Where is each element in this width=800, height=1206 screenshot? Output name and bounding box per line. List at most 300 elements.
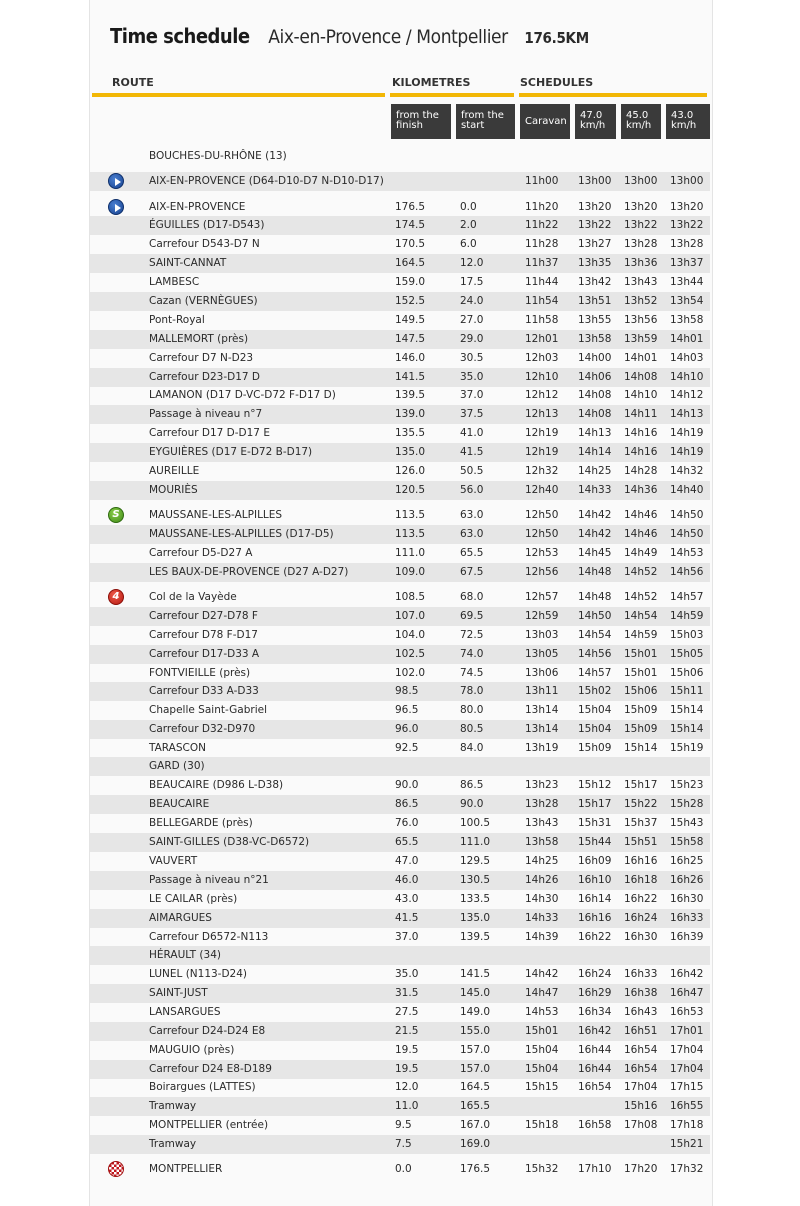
km-from-finish: 47.0 (395, 855, 419, 867)
km-from-finish: 176.5 (395, 201, 426, 213)
table-row (90, 525, 710, 544)
time-43: 14h50 (670, 528, 704, 540)
time-43: 13h37 (670, 257, 704, 269)
time-45: 13h43 (624, 276, 658, 288)
km-from-start: 68.0 (460, 591, 484, 603)
km-from-finish: 96.0 (395, 723, 419, 735)
section-row (90, 757, 710, 776)
time-43: 15h21 (670, 1138, 704, 1150)
time-43: 15h43 (670, 817, 704, 829)
km-from-start: 37.0 (460, 389, 484, 401)
time-43: 14h32 (670, 465, 704, 477)
km-from-finish: 46.0 (395, 874, 419, 886)
km-from-finish: 108.5 (395, 591, 426, 603)
speed-45-header (621, 104, 661, 139)
table-row (90, 506, 710, 525)
place-name: AIMARGUES (149, 912, 212, 924)
table-row (90, 311, 710, 330)
speed-45-unit: km/h (626, 120, 652, 131)
time-45: 17h08 (624, 1119, 658, 1131)
time-caravan: 12h19 (525, 427, 559, 439)
km-from-start: 35.0 (460, 371, 484, 383)
time-caravan: 14h33 (525, 912, 559, 924)
table-row (90, 330, 710, 349)
sprint-icon: S (108, 507, 124, 523)
kilometres-underline (390, 93, 514, 97)
table-row (90, 235, 710, 254)
time-caravan: 11h22 (525, 219, 559, 231)
time-45: 16h54 (624, 1044, 658, 1056)
time-43: 15h11 (670, 685, 704, 697)
from-finish-line1: from the (396, 110, 439, 121)
table-row (90, 871, 710, 890)
time-43: 13h00 (670, 175, 704, 187)
time-45: 15h09 (624, 704, 658, 716)
time-45: 14h46 (624, 509, 658, 521)
time-43: 15h23 (670, 779, 704, 791)
table-row (90, 965, 710, 984)
time-47: 14h56 (578, 648, 612, 660)
time-47: 14h48 (578, 591, 612, 603)
time-caravan: 12h50 (525, 509, 559, 521)
km-from-finish: 141.5 (395, 371, 426, 383)
time-47: 15h09 (578, 742, 612, 754)
place-name: Chapelle Saint-Gabriel (149, 704, 267, 716)
km-from-start: 74.0 (460, 648, 484, 660)
place-name: SAINT-JUST (149, 987, 208, 999)
time-45: 14h59 (624, 629, 658, 641)
table-row (90, 462, 710, 481)
time-43: 17h04 (670, 1063, 704, 1075)
time-43: 14h40 (670, 484, 704, 496)
place-name: LAMBESC (149, 276, 200, 288)
table-row (90, 1060, 710, 1079)
time-43: 15h03 (670, 629, 704, 641)
table-row (90, 544, 710, 563)
place-name: BELLEGARDE (près) (149, 817, 253, 829)
time-43: 15h14 (670, 704, 704, 716)
km-from-finish: 149.5 (395, 314, 426, 326)
time-43: 16h39 (670, 931, 704, 943)
place-name: MONTPELLIER (entrée) (149, 1119, 269, 1131)
km-from-finish: 0.0 (395, 1163, 412, 1175)
place-name: EYGUIÈRES (D17 E-D72 B-D17) (149, 446, 313, 458)
schedules-header: SCHEDULES (520, 76, 594, 89)
time-47: 14h57 (578, 667, 612, 679)
table-row (90, 1097, 710, 1116)
km-from-start: 12.0 (460, 257, 484, 269)
time-47: 16h16 (578, 912, 612, 924)
table-row (90, 368, 710, 387)
place-name: Col de la Vayède (149, 591, 237, 603)
km-from-finish: 135.0 (395, 446, 426, 458)
km-from-finish: 9.5 (395, 1119, 412, 1131)
km-from-finish: 102.0 (395, 667, 426, 679)
time-45: 13h56 (624, 314, 658, 326)
time-caravan: 14h39 (525, 931, 559, 943)
speed-43-value: 43.0 (671, 110, 694, 121)
time-caravan: 12h40 (525, 484, 559, 496)
time-47: 14h50 (578, 610, 612, 622)
time-45: 15h01 (624, 648, 658, 660)
place-name: Carrefour D24 E8-D189 (149, 1063, 272, 1075)
time-43: 16h26 (670, 874, 704, 886)
time-45: 14h11 (624, 408, 658, 420)
km-from-finish: 19.5 (395, 1063, 419, 1075)
table-row (90, 1041, 710, 1060)
time-caravan: 15h18 (525, 1119, 559, 1131)
place-name: BEAUCAIRE (149, 798, 210, 810)
time-43: 14h56 (670, 566, 704, 578)
table-row (90, 928, 710, 947)
km-from-finish: 170.5 (395, 238, 426, 250)
table-row (90, 909, 710, 928)
km-from-start: 50.5 (460, 465, 484, 477)
km-from-start: 74.5 (460, 667, 484, 679)
table-row (90, 720, 710, 739)
km-from-finish: 159.0 (395, 276, 426, 288)
time-caravan: 12h57 (525, 591, 559, 603)
time-caravan: 13h14 (525, 704, 559, 716)
km-from-start: 169.0 (460, 1138, 491, 1150)
time-45: 16h51 (624, 1025, 658, 1037)
time-47: 13h42 (578, 276, 612, 288)
table-row (90, 172, 710, 191)
place-name: MOURIÈS (149, 484, 198, 496)
table-row (90, 1003, 710, 1022)
time-45: 15h51 (624, 836, 658, 848)
time-45: 14h52 (624, 566, 658, 578)
time-caravan: 13h43 (525, 817, 559, 829)
place-name: Carrefour D5-D27 A (149, 547, 253, 559)
time-caravan: 13h58 (525, 836, 559, 848)
km-from-finish: 92.5 (395, 742, 419, 754)
caravan-label: Caravan (525, 116, 567, 127)
time-45: 14h16 (624, 427, 658, 439)
time-caravan: 12h50 (525, 528, 559, 540)
km-from-start: 135.0 (460, 912, 491, 924)
speed-45-value: 45.0 (626, 110, 649, 121)
table-row (90, 443, 710, 462)
time-47: 13h22 (578, 219, 612, 231)
place-name: Carrefour D32-D970 (149, 723, 256, 735)
table-row (90, 701, 710, 720)
km-from-finish: 43.0 (395, 893, 419, 905)
time-45: 15h16 (624, 1100, 658, 1112)
time-43: 13h54 (670, 295, 704, 307)
time-43: 13h28 (670, 238, 704, 250)
km-from-finish: 120.5 (395, 484, 426, 496)
table-row (90, 664, 710, 683)
time-caravan: 11h54 (525, 295, 559, 307)
km-from-finish: 139.5 (395, 389, 426, 401)
place-name: LANSARGUES (149, 1006, 221, 1018)
km-from-start: 6.0 (460, 238, 477, 250)
km-from-finish: 41.5 (395, 912, 419, 924)
place-name: Carrefour D17-D33 A (149, 648, 260, 660)
table-row (90, 1078, 710, 1097)
caravan-header (520, 104, 570, 139)
time-45: 13h59 (624, 333, 658, 345)
km-from-finish: 104.0 (395, 629, 426, 641)
place-name: ÉGUILLES (D17-D543) (149, 219, 265, 231)
time-45: 13h52 (624, 295, 658, 307)
time-43: 13h58 (670, 314, 704, 326)
time-45: 15h17 (624, 779, 658, 791)
km-from-finish: 76.0 (395, 817, 419, 829)
km-from-start: 130.5 (460, 874, 491, 886)
route-header: ROUTE (112, 76, 154, 89)
time-45: 14h54 (624, 610, 658, 622)
time-43: 13h44 (670, 276, 704, 288)
time-caravan: 13h14 (525, 723, 559, 735)
time-caravan: 12h03 (525, 352, 559, 364)
table-row (90, 588, 710, 607)
time-43: 13h20 (670, 201, 704, 213)
km-from-start: 29.0 (460, 333, 484, 345)
kilometres-header: KILOMETRES (392, 76, 471, 89)
time-43: 15h19 (670, 742, 704, 754)
time-45: 15h06 (624, 685, 658, 697)
place-name: Carrefour D27-D78 F (149, 610, 258, 622)
time-47: 13h55 (578, 314, 612, 326)
time-43: 14h50 (670, 509, 704, 521)
km-from-start: 155.0 (460, 1025, 491, 1037)
km-from-finish: 139.0 (395, 408, 426, 420)
time-43: 17h32 (670, 1163, 704, 1175)
time-47: 14h48 (578, 566, 612, 578)
km-from-start: 56.0 (460, 484, 484, 496)
time-43: 17h01 (670, 1025, 704, 1037)
km-from-start: 24.0 (460, 295, 484, 307)
table-row (90, 216, 710, 235)
time-43: 14h03 (670, 352, 704, 364)
time-47: 16h24 (578, 968, 612, 980)
time-caravan: 12h53 (525, 547, 559, 559)
time-45: 16h43 (624, 1006, 658, 1018)
place-name: AIX-EN-PROVENCE (149, 201, 246, 213)
table-row (90, 776, 710, 795)
time-caravan: 13h06 (525, 667, 559, 679)
km-from-finish: 37.0 (395, 931, 419, 943)
time-47: 14h08 (578, 389, 612, 401)
time-caravan: 13h19 (525, 742, 559, 754)
table-row (90, 739, 710, 758)
time-47: 14h25 (578, 465, 612, 477)
km-from-finish: 152.5 (395, 295, 426, 307)
place-name: Carrefour D78 F-D17 (149, 629, 258, 641)
place-name: Boirargues (LATTES) (149, 1081, 256, 1093)
table-row (90, 198, 710, 217)
place-name: SAINT-CANNAT (149, 257, 227, 269)
time-43: 15h28 (670, 798, 704, 810)
route-label: Aix-en-Provence / Montpellier (268, 26, 508, 48)
place-name: Tramway (149, 1100, 197, 1112)
time-45: 14h52 (624, 591, 658, 603)
place-name: LAMANON (D17 D-VC-D72 F-D17 D) (149, 389, 336, 401)
time-47: 16h42 (578, 1025, 612, 1037)
speed-47-header (575, 104, 616, 139)
km-from-start: 63.0 (460, 509, 484, 521)
time-caravan: 14h42 (525, 968, 559, 980)
time-caravan: 12h59 (525, 610, 559, 622)
time-caravan: 12h32 (525, 465, 559, 477)
time-45: 16h54 (624, 1063, 658, 1075)
time-45: 15h22 (624, 798, 658, 810)
time-43: 16h55 (670, 1100, 704, 1112)
place-name: Carrefour D7 N-D23 (149, 352, 254, 364)
km-from-finish: 90.0 (395, 779, 419, 791)
time-caravan: 13h23 (525, 779, 559, 791)
time-47: 13h20 (578, 201, 612, 213)
time-caravan: 14h25 (525, 855, 559, 867)
time-47: 15h17 (578, 798, 612, 810)
table-row (90, 833, 710, 852)
km-from-start: 129.5 (460, 855, 491, 867)
speed-47-value: 47.0 (580, 110, 603, 121)
time-45: 16h22 (624, 893, 658, 905)
place-name: Pont-Royal (149, 314, 205, 326)
time-47: 15h04 (578, 723, 612, 735)
time-45: 14h49 (624, 547, 658, 559)
distance-label: 176.5KM (524, 29, 589, 47)
time-43: 16h42 (670, 968, 704, 980)
time-47: 17h10 (578, 1163, 612, 1175)
time-caravan: 12h13 (525, 408, 559, 420)
time-43: 14h57 (670, 591, 704, 603)
table-row (90, 852, 710, 871)
km-from-finish: 147.5 (395, 333, 426, 345)
time-43: 15h14 (670, 723, 704, 735)
time-caravan: 11h58 (525, 314, 559, 326)
place-name: SAINT-GILLES (D38-VC-D6572) (149, 836, 310, 848)
place-name: Passage à niveau n°21 (149, 874, 269, 886)
time-45: 15h09 (624, 723, 658, 735)
time-47: 15h44 (578, 836, 612, 848)
time-45: 17h20 (624, 1163, 658, 1175)
time-caravan: 11h44 (525, 276, 559, 288)
time-43: 14h10 (670, 371, 704, 383)
time-45: 14h16 (624, 446, 658, 458)
time-45: 13h20 (624, 201, 658, 213)
time-caravan: 15h15 (525, 1081, 559, 1093)
table-row (90, 607, 710, 626)
page-title (110, 24, 589, 52)
table-row (90, 481, 710, 500)
km-from-finish: 65.5 (395, 836, 419, 848)
time-47: 14h13 (578, 427, 612, 439)
km-from-start: 111.0 (460, 836, 491, 848)
km-from-finish: 35.0 (395, 968, 419, 980)
km-from-start: 17.5 (460, 276, 484, 288)
time-45: 15h01 (624, 667, 658, 679)
time-47: 14h00 (578, 352, 612, 364)
place-name: GARD (30) (149, 760, 205, 772)
time-45: 13h28 (624, 238, 658, 250)
km-from-finish: 109.0 (395, 566, 426, 578)
time-45: 16h24 (624, 912, 658, 924)
table-row (90, 984, 710, 1003)
time-43: 15h58 (670, 836, 704, 848)
place-name: Carrefour D33 A-D33 (149, 685, 259, 697)
km-from-finish: 96.5 (395, 704, 419, 716)
time-43: 17h18 (670, 1119, 704, 1131)
time-47: 15h31 (578, 817, 612, 829)
time-45: 17h04 (624, 1081, 658, 1093)
time-47: 14h33 (578, 484, 612, 496)
place-name: VAUVERT (149, 855, 198, 867)
time-47: 14h54 (578, 629, 612, 641)
from-start-line1: from the (461, 110, 504, 121)
speed-43-unit: km/h (671, 120, 697, 131)
km-from-start: 65.5 (460, 547, 484, 559)
km-from-start: 37.5 (460, 408, 484, 420)
table-row (90, 1135, 710, 1154)
time-caravan: 13h11 (525, 685, 559, 697)
table-row (90, 424, 710, 443)
route-underline (92, 93, 385, 97)
time-caravan: 12h19 (525, 446, 559, 458)
time-caravan: 15h04 (525, 1044, 559, 1056)
km-from-start: 27.0 (460, 314, 484, 326)
time-43: 17h15 (670, 1081, 704, 1093)
start-icon (108, 173, 124, 189)
time-47: 16h44 (578, 1063, 612, 1075)
time-47: 16h44 (578, 1044, 612, 1056)
time-45: 16h18 (624, 874, 658, 886)
table-row (90, 563, 710, 582)
time-43: 14h13 (670, 408, 704, 420)
time-43: 14h01 (670, 333, 704, 345)
place-name: MALLEMORT (près) (149, 333, 249, 345)
km-from-start: 157.0 (460, 1044, 491, 1056)
km-from-start: 78.0 (460, 685, 484, 697)
from-finish-line2: finish (396, 120, 423, 131)
place-name: LES BAUX-DE-PROVENCE (D27 A-D27) (149, 566, 349, 578)
time-47: 14h14 (578, 446, 612, 458)
time-45: 14h01 (624, 352, 658, 364)
km-from-finish: 86.5 (395, 798, 419, 810)
place-name: AUREILLE (149, 465, 200, 477)
place-name: Carrefour D543-D7 N (149, 238, 260, 250)
km-from-finish: 164.5 (395, 257, 426, 269)
time-caravan: 15h04 (525, 1063, 559, 1075)
km-from-start: 157.0 (460, 1063, 491, 1075)
place-name: TARASCON (149, 742, 206, 754)
time-43: 13h22 (670, 219, 704, 231)
place-name: BEAUCAIRE (D986 L-D38) (149, 779, 284, 791)
km-from-finish: 98.5 (395, 685, 419, 697)
km-from-start: 149.0 (460, 1006, 491, 1018)
time-caravan: 12h01 (525, 333, 559, 345)
time-43: 14h53 (670, 547, 704, 559)
km-from-finish: 107.0 (395, 610, 426, 622)
km-from-start: 141.5 (460, 968, 491, 980)
place-name: Carrefour D17 D-D17 E (149, 427, 270, 439)
km-from-start: 41.5 (460, 446, 484, 458)
section-row (90, 147, 710, 166)
km-from-finish: 7.5 (395, 1138, 412, 1150)
place-name: Tramway (149, 1138, 197, 1150)
time-43: 16h30 (670, 893, 704, 905)
time-47: 16h29 (578, 987, 612, 999)
km-from-finish: 12.0 (395, 1081, 419, 1093)
km-from-start: 133.5 (460, 893, 491, 905)
time-caravan: 14h53 (525, 1006, 559, 1018)
table-row (90, 814, 710, 833)
time-45: 14h46 (624, 528, 658, 540)
km-from-finish: 113.5 (395, 509, 426, 521)
